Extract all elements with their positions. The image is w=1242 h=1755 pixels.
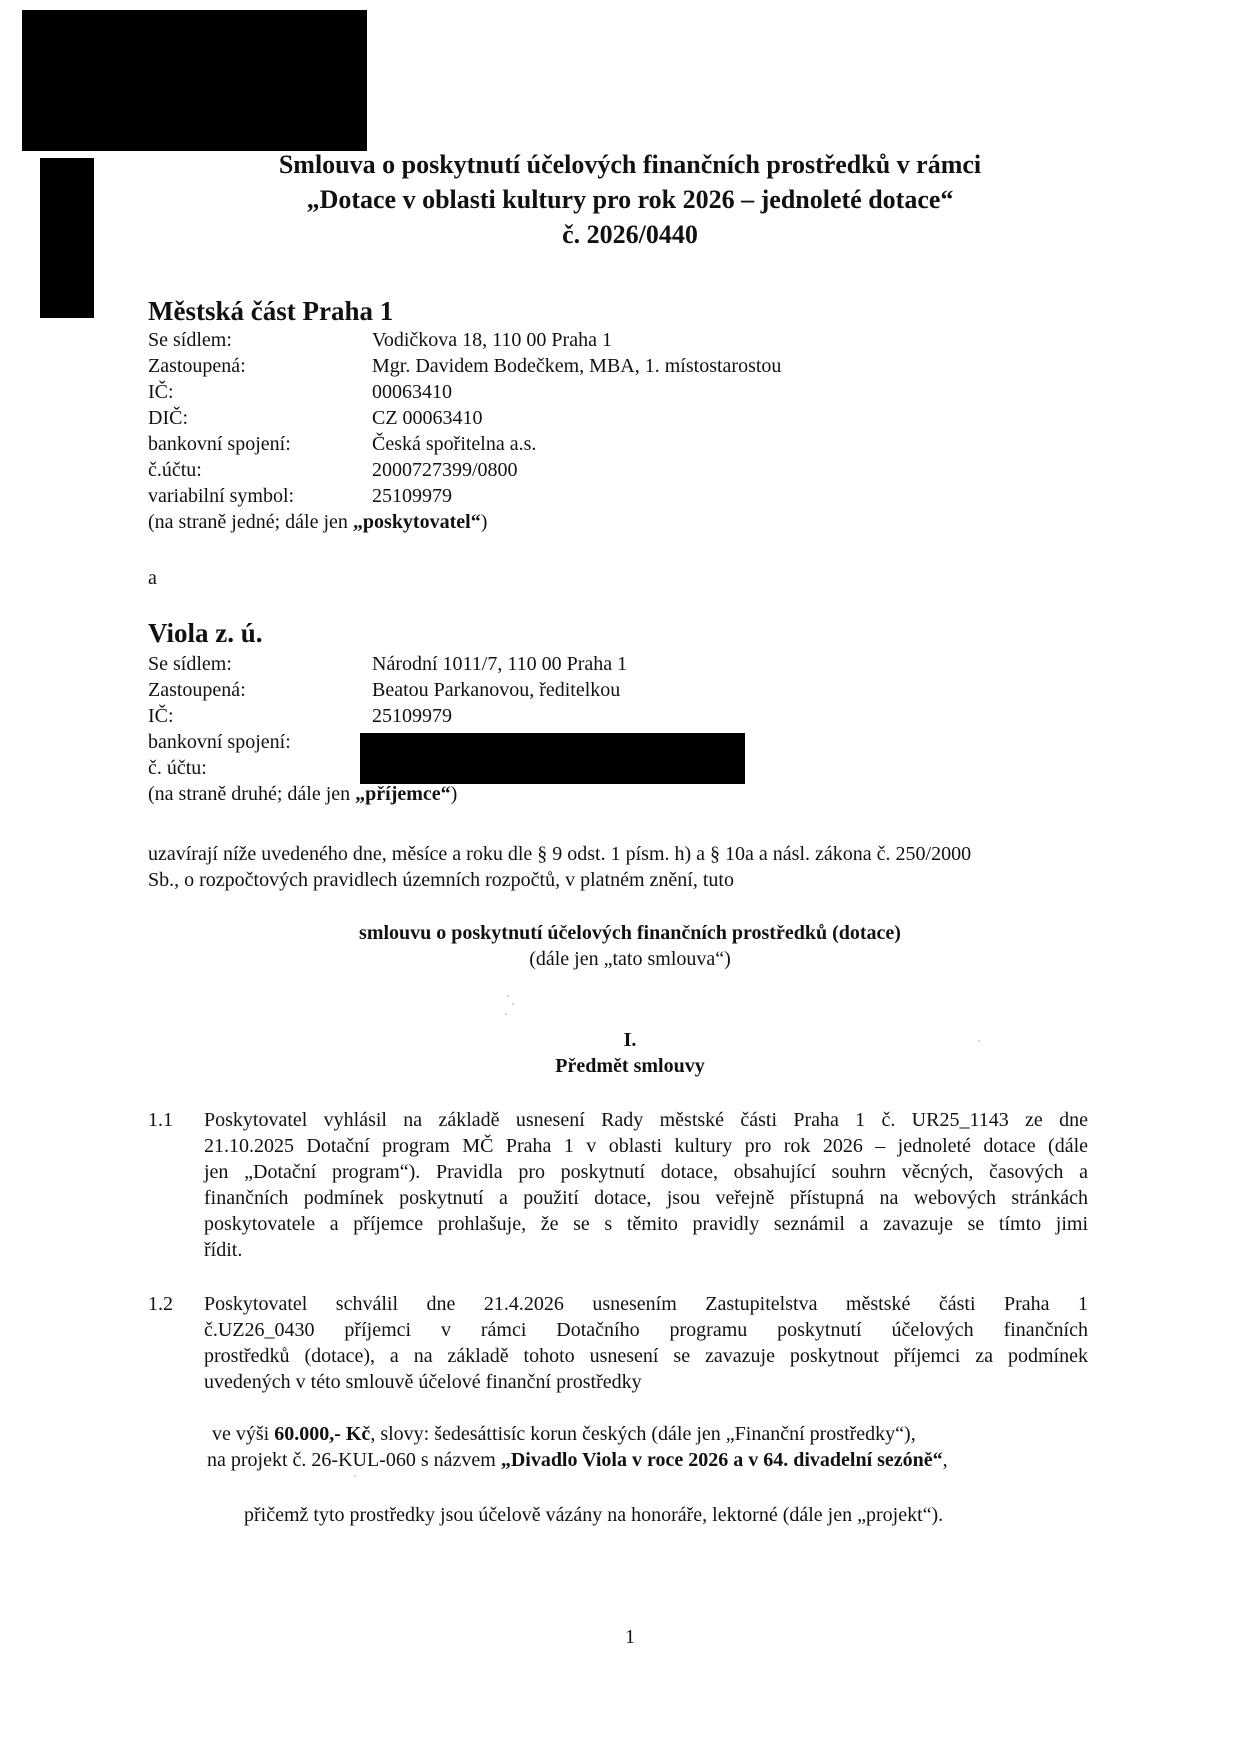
- amount-prefix: ve výši: [212, 1423, 275, 1445]
- section-number: I.: [623, 1029, 637, 1051]
- project-line: [207, 1448, 1127, 1473]
- provider-field-value: Vodičkova 18, 110 00 Praha 1: [372, 329, 612, 351]
- project-suffix: ,: [942, 1449, 948, 1471]
- clause-line: prostředků (dotace), a na základě tohoto usnesení se zavazuje poskytnout příjemci za podmínek: [204, 1345, 1088, 1367]
- clause-line: jen „Dotační program“). Pravidla pro poskytnutí dotace, obsahující souhrn věcných, časových a: [204, 1161, 1088, 1183]
- recipient-role-name: „příjemce“: [355, 783, 451, 805]
- provider-field-label: IČ:: [148, 381, 174, 403]
- recipient-field-label: IČ:: [148, 705, 174, 727]
- provider-field-value: Mgr. Davidem Bodečkem, MBA, 1. místostarostou: [372, 355, 782, 377]
- recipient-name: Viola z. ú.: [148, 618, 263, 648]
- provider-name: Městská část Praha 1: [148, 296, 394, 326]
- intro-line-1: uzavírají níže uvedeného dne, měsíce a roku dle § 9 odst. 1 písm. h) a § 10a a násl. zákona č. 250/2000: [148, 843, 972, 865]
- scan-speck: [512, 1003, 514, 1005]
- redaction-block-top: [22, 10, 367, 151]
- redaction-block-bank: [360, 733, 745, 784]
- document-title-number: č. 2026/0440: [562, 220, 698, 249]
- clause-line: poskytovatele a příjemce prohlašuje, že se s těmito pravidly seznámil a zavazuje se tímto jimi: [204, 1213, 1088, 1235]
- clause-line: č.UZ26_0430 příjemci v rámci Dotačního programu poskytnutí účelových finančních: [204, 1319, 1088, 1341]
- clause-line: finančních podmínek poskytnutí a použití dotace, jsou veřejně přístupná na webových stránkách: [204, 1187, 1088, 1209]
- recipient-field-value: 25109979: [372, 705, 452, 727]
- provider-field-label: variabilní symbol:: [148, 485, 295, 507]
- clause-number: 1.1: [148, 1109, 173, 1131]
- contract-heading-subtitle: (dále jen „tato smlouva“): [529, 948, 731, 970]
- clause-line: Poskytovatel schválil dne 21.4.2026 usnesením Zastupitelstva městské části Praha 1: [204, 1293, 1088, 1315]
- provider-field-label: bankovní spojení:: [148, 433, 291, 455]
- scan-speck: [505, 1013, 507, 1015]
- provider-field-value: Česká spořitelna a.s.: [372, 433, 537, 455]
- provider-field-label: Zastoupená:: [148, 355, 246, 377]
- clause-line: Poskytovatel vyhlásil na základě usnesení Rady městské části Praha 1 č. UR25_1143 ze dne: [204, 1109, 1088, 1131]
- redaction-block-left: [40, 158, 94, 318]
- recipient-field-label: Se sídlem:: [148, 653, 232, 675]
- provider-field-label: č.účtu:: [148, 459, 202, 481]
- purpose-line: přičemž tyto prostředky jsou účelově vázány na honoráře, lektorné (dále jen „projekt“).: [244, 1504, 944, 1526]
- recipient-role-suffix: ): [450, 783, 458, 805]
- provider-field-value: 2000727399/0800: [372, 459, 518, 481]
- intro-line-2: Sb., o rozpočtových pravidlech územních rozpočtů, v platném znění, tuto: [148, 869, 734, 891]
- clause-line: uvedených v této smlouvě účelové finanční prostředky: [204, 1371, 642, 1393]
- recipient-field-label: č. účtu:: [148, 757, 207, 779]
- provider-field-label: Se sídlem:: [148, 329, 232, 351]
- provider-field-value: 25109979: [372, 485, 452, 507]
- recipient-role-prefix: (na straně druhé; dále jen: [148, 783, 356, 805]
- clause-line: řídit.: [204, 1239, 243, 1261]
- provider-role-prefix: (na straně jedné; dále jen: [148, 511, 353, 533]
- page-number: 1: [625, 1626, 635, 1648]
- provider-field-value: CZ 00063410: [372, 407, 483, 429]
- recipient-field-value: Národní 1011/7, 110 00 Praha 1: [372, 653, 628, 675]
- amount-suffix: , slovy: šedesáttisíc korun českých (dále jen „Finanční prostředky“),: [370, 1423, 916, 1445]
- scan-speck: [354, 1475, 356, 1477]
- project-prefix: na projekt č. 26-KUL-060 s názvem: [207, 1449, 501, 1471]
- scan-speck: [507, 995, 509, 997]
- scan-speck: [978, 1040, 980, 1042]
- recipient-role: [148, 782, 457, 807]
- conjunction: a: [148, 567, 157, 589]
- project-name: „Divadlo Viola v roce 2026 a v 64. divadelní sezóně“: [500, 1449, 943, 1471]
- amount-line: [212, 1422, 1112, 1447]
- document-title-line-1: Smlouva o poskytnutí účelových finančních prostředků v rámci: [278, 150, 982, 179]
- clause-number: 1.2: [148, 1293, 173, 1315]
- recipient-field-label: bankovní spojení:: [148, 731, 291, 753]
- contract-heading-title: smlouvu o poskytnutí účelových finančních prostředků (dotace): [359, 922, 901, 944]
- recipient-field-label: Zastoupená:: [148, 679, 246, 701]
- provider-role: [148, 510, 487, 535]
- provider-field-value: 00063410: [372, 381, 452, 403]
- section-title: Předmět smlouvy: [555, 1055, 705, 1077]
- amount-value: 60.000,- Kč: [274, 1423, 371, 1445]
- provider-role-name: „poskytovatel“: [352, 511, 481, 533]
- provider-field-label: DIČ:: [148, 407, 188, 429]
- clause-line: 21.10.2025 Dotační program MČ Praha 1 v oblasti kultury pro rok 2026 – jednoleté dotace (dále: [204, 1135, 1088, 1157]
- recipient-field-value: Beatou Parkanovou, ředitelkou: [372, 679, 621, 701]
- document-title-line-2: „Dotace v oblasti kultury pro rok 2026 – jednoleté dotace“: [306, 185, 954, 214]
- provider-role-suffix: ): [480, 511, 488, 533]
